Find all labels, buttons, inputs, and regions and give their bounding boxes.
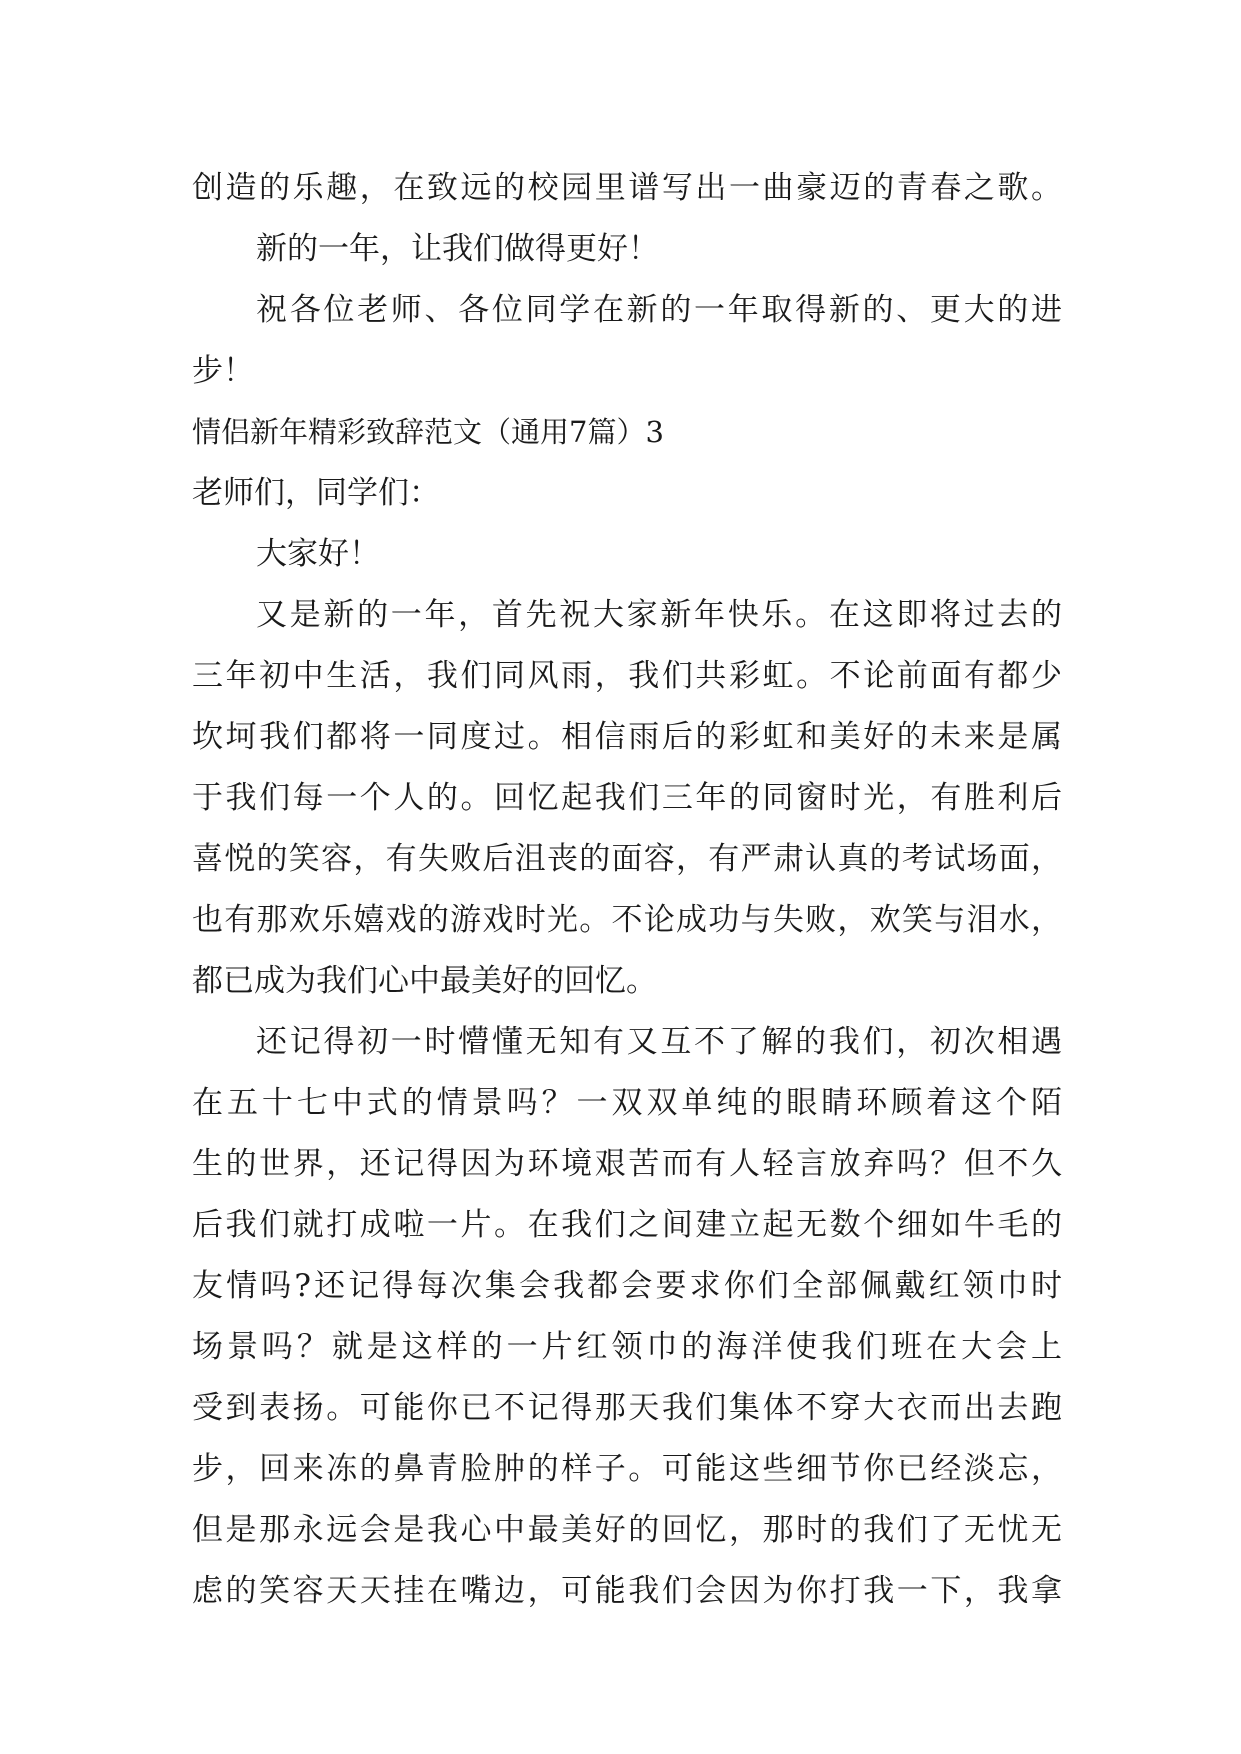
text-line: 祝各位老师、各位同学在新的一年取得新的、更大的进 [256,292,1062,328]
text-line: 步，回来冻的鼻青脸肿的样子。可能这些细节你已经淡忘， [192,1451,1062,1487]
body-text [192,158,1062,1622]
text-line: 也有那欢乐嬉戏的游戏时光。不论成功与失败，欢笑与泪水， [192,902,1062,938]
text-line: 生的世界，还记得因为环境艰苦而有人轻言放弃吗？但不久 [192,1146,1062,1182]
text-line: 但是那永远会是我心中最美好的回忆，那时的我们了无忧无 [192,1512,1062,1548]
text-line: 坎坷我们都将一同度过。相信雨后的彩虹和美好的未来是属 [192,719,1062,755]
text-line: 于我们每一个人的。回忆起我们三年的同窗时光，有胜利后 [192,780,1062,816]
text-line: 三年初中生活，我们同风雨，我们共彩虹。不论前面有都少 [192,658,1062,694]
text-line: 创造的乐趣，在致远的校园里谱写出一曲豪迈的青春之歌。 [192,170,1062,206]
text-line: 后我们就打成啦一片。在我们之间建立起无数个细如牛毛的 [192,1207,1062,1243]
text-line: 在五十七中式的情景吗？一双双单纯的眼睛环顾着这个陌 [192,1085,1062,1121]
text-line: 又是新的一年，首先祝大家新年快乐。在这即将过去的 [256,597,1062,633]
text-line: 都已成为我们心中最美好的回忆。 [192,963,657,999]
text-line: 友情吗?还记得每次集会我都会要求你们全部佩戴红领巾时 [192,1268,1062,1304]
text-line: 步！ [192,353,254,389]
text-line: 受到表扬。可能你已不记得那天我们集体不穿大衣而出去跑 [192,1390,1062,1426]
section-heading: 情侣新年精彩致辞范文（通用7篇）3 [192,415,664,449]
text-line: 新的一年，让我们做得更好！ [256,231,659,267]
text-line: 喜悦的笑容，有失败后沮丧的面容，有严肃认真的考试场面， [192,841,1062,877]
text-line: 场景吗？就是这样的一片红领巾的海洋使我们班在大会上 [192,1329,1062,1365]
greeting: 大家好！ [256,536,380,572]
text-line: 还记得初一时懵懂无知有又互不了解的我们，初次相遇 [256,1024,1062,1060]
salutation: 老师们，同学们： [192,475,440,511]
text-line: 虑的笑容天天挂在嘴边，可能我们会因为你打我一下，我拿 [192,1573,1062,1609]
